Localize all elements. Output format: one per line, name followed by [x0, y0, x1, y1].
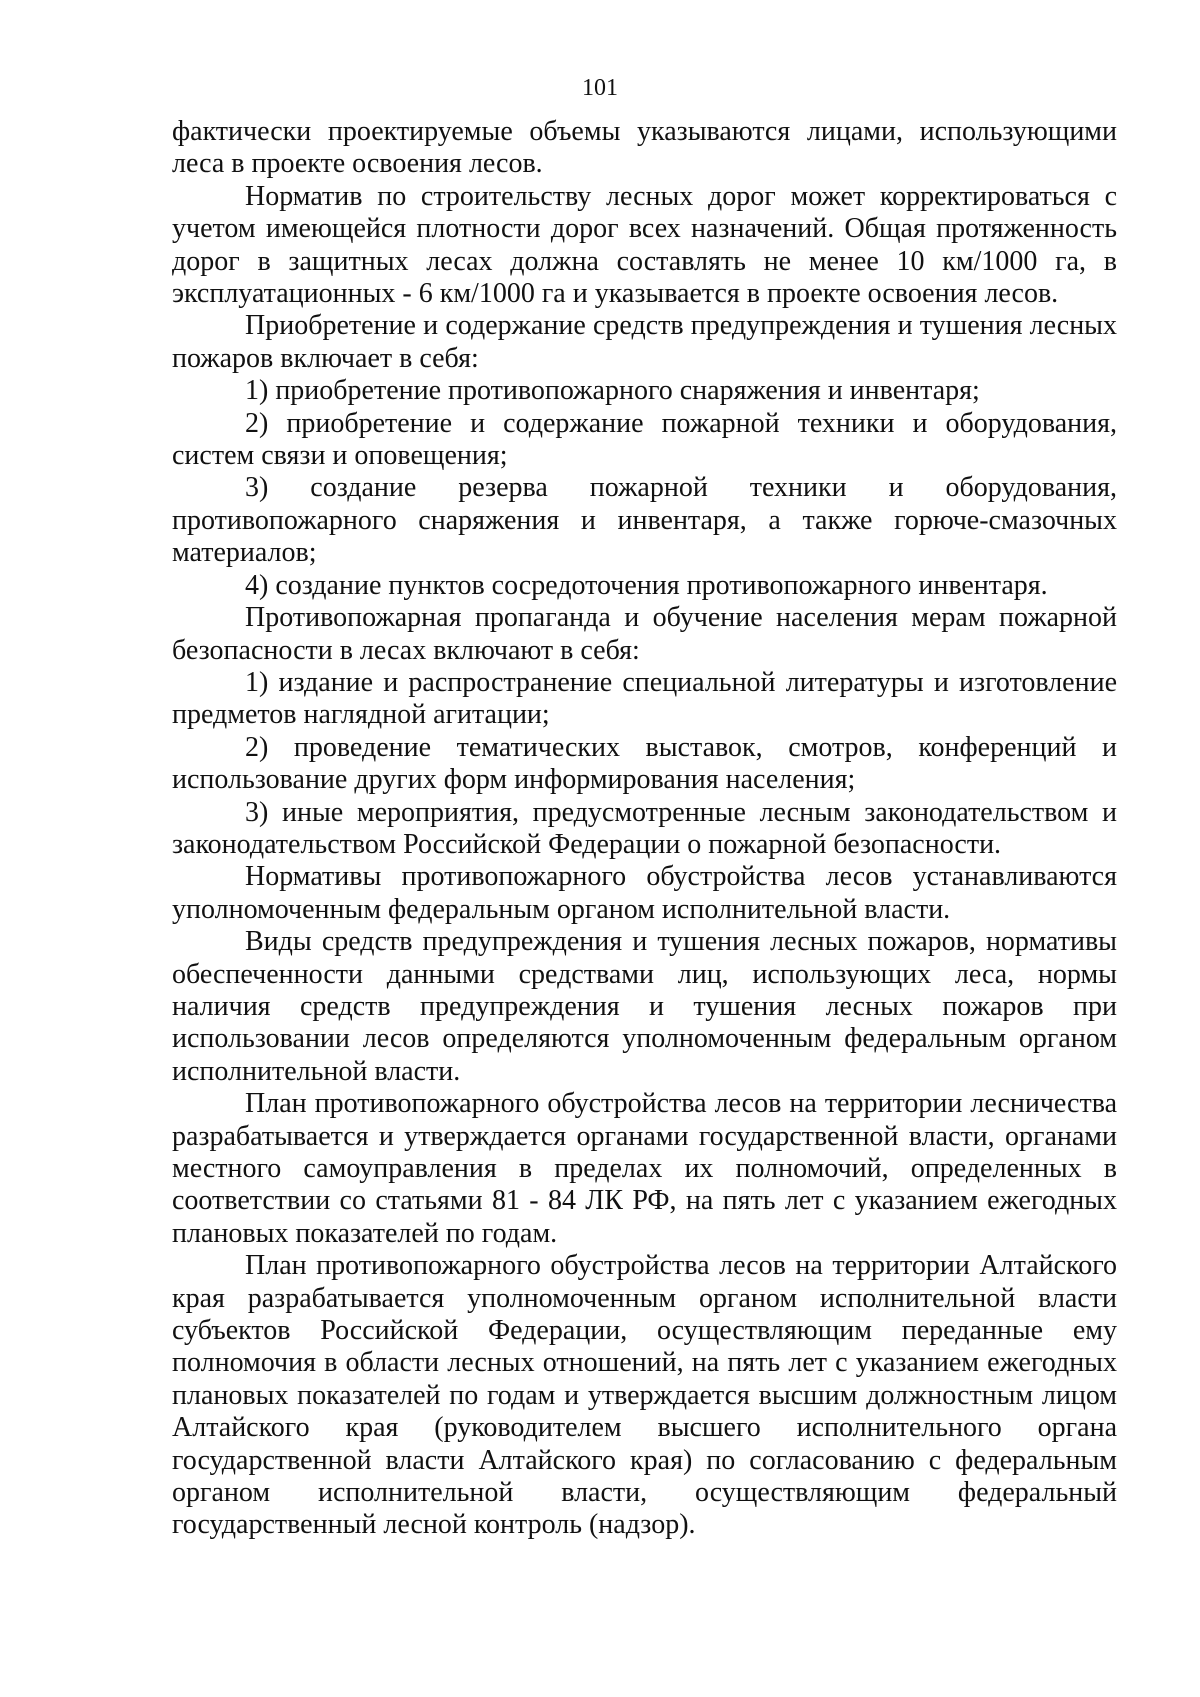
paragraph-altai-plan: План противопожарного обустройства лесов на территории Алтайского края разрабатывается уполномоченным органом исполнительной власти субъектов Российской Федерации, осуществляющим переданные ему полномочия в области лесных отношений, на пять лет с указанием ежегодных плановых показателей по годам и утверждается высшим должностным лицом Алтайского края (руководителем высшего исполнительного органа государственной власти Алтайского края) по согласованию с федеральным органом исполнительной власти, осуществляющим федеральный государственный лесной контроль (надзор). — [172, 1250, 1117, 1541]
paragraph-continuation: фактически проектируемые объемы указываются лицами, использующими леса в проекте освоения лесов. — [172, 116, 1117, 180]
paragraph-fire-means-intro: Приобретение и содержание средств предупреждения и тушения лесных пожаров включает в себя: — [172, 310, 1117, 374]
paragraph-means-types: Виды средств предупреждения и тушения лесных пожаров, нормативы обеспеченности данными средствами лиц, использующих леса, нормы наличия средств предупреждения и тушения лесных пожаров при использовании лесов определяются уполномоченным федеральным органом исполнительной власти. — [172, 926, 1117, 1087]
list-item-propaganda-1: 1) издание и распространение специальной литературы и изготовление предметов наглядной агитации; — [172, 666, 1117, 731]
paragraph-forestry-plan: План противопожарного обустройства лесов на территории лесничества разрабатывается и утверждается органами государственной власти, органами местного самоуправления в пределах их полномочий, определенных в соответствии со статьями 81 - 84 ЛК РФ, на пять лет с указанием ежегодных плановых показателей по годам. — [172, 1088, 1117, 1249]
list-item-propaganda-2: 2) проведение тематических выставок, смотров, конференций и использование других форм информирования населения; — [172, 731, 1117, 796]
paragraph-propaganda-intro: Противопожарная пропаганда и обучение населения мерам пожарной безопасности в лесах включают в себя: — [172, 602, 1117, 666]
page-number: 101 — [582, 75, 618, 101]
document-body — [172, 116, 1117, 1542]
list-item-propaganda-3: 3) иные мероприятия, предусмотренные лесным законодательством и законодательством Российской Федерации о пожарной безопасности. — [172, 796, 1117, 860]
paragraph-fire-norms: Нормативы противопожарного обустройства лесов устанавливаются уполномоченным федеральным органом исполнительной власти. — [172, 861, 1117, 925]
list-item-fire-means-3: 3) создание резерва пожарной техники и оборудования, противопожарного снаряжения и инвентаря, а также горюче-смазочных материалов; — [172, 472, 1117, 569]
list-item-fire-means-4: 4) создание пунктов сосредоточения противопожарного инвентаря. — [245, 569, 1048, 601]
paragraph-road-norms: Норматив по строительству лесных дорог может корректироваться с учетом имеющейся плотности дорог всех назначений. Общая протяженность дорог в защитных лесах должна составлять не менее 10 км/1000 га, в эксплуатационных - 6 км/1000 га и указывается в проекте освоения лесов. — [172, 180, 1117, 310]
list-item-fire-means-1: 1) приобретение противопожарного снаряжения и инвентаря; — [245, 375, 980, 407]
list-item-fire-means-2: 2) приобретение и содержание пожарной техники и оборудования, систем связи и оповещения; — [172, 407, 1117, 472]
